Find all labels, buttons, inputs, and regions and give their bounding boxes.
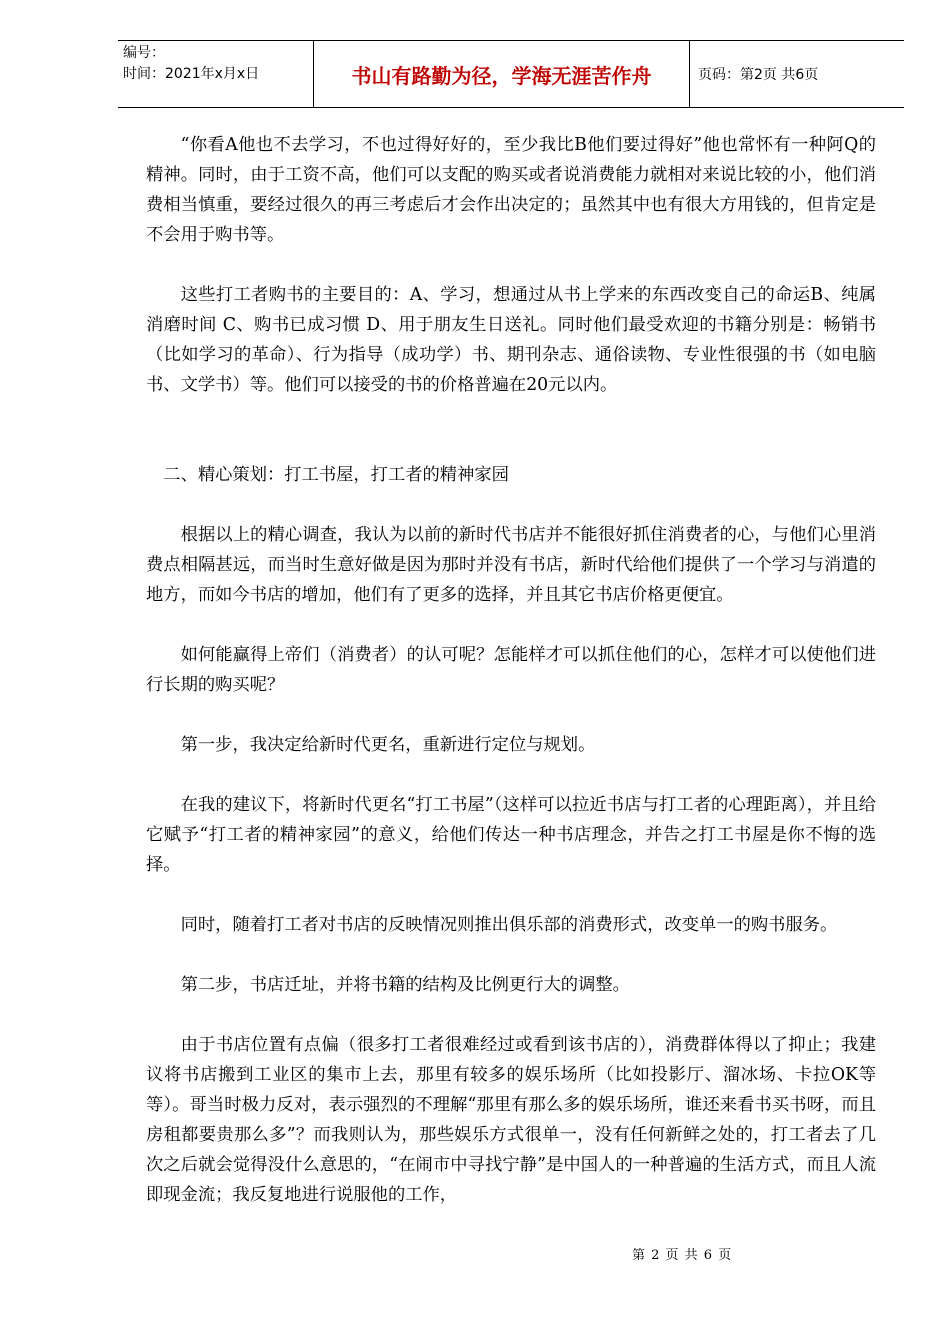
date-label: 时间：2021年x月x日 [123, 66, 260, 82]
serial-number-label: 编号： [123, 45, 165, 61]
paragraph-3: 根据以上的精心调查，我认为以前的新时代书店并不能很好抓住消费者的心，与他们心里消费点相隔甚远，而当时生意好做是因为那时并没有书店，新时代给他们提供了一个学习与消遣的地方，而如今书店的增加，他们有了更多的选择，并且其它书店价格更便宜。 [146, 525, 876, 605]
paragraph-5: 第一步，我决定给新时代更名，重新进行定位与规划。 [180, 735, 596, 755]
document-body [146, 130, 876, 1240]
section-heading: 二、精心策划：打工书屋，打工者的精神家园 [163, 465, 509, 485]
paragraph-9: 由于书店位置有点偏（很多打工者很难经过或看到该书店的），消费群体得以了抑止；我建议将书店搬到工业区的集市上去，那里有较多的娱乐场所（比如投影厅、溜冰场、卡拉OK等等）。哥当时极力反对，表示强烈的不理解“那里有那么多的娱乐场所，谁还来看书买书呀，而且房租都要贵那么多”？而我则认为，那些娱乐方式很单一，没有任何新鲜之处的，打工者去了几次之后就会觉得没什么意思的，“在闹市中寻找宁静”是中国人的一种普遍的生活方式，而且人流即现金流；我反复地进行说服他的工作， [146, 1035, 876, 1205]
paragraph-6: 在我的建议下，将新时代更名“打工书屋”（这样可以拉近书店与打工者的心理距离），并且给它赋予“打工者的精神家园”的意义，给他们传达一种书店理念，并告之打工书屋是你不悔的选择。 [146, 795, 876, 875]
paragraph-2: 这些打工者购书的主要目的：A、学习，想通过从书上学来的东西改变自己的命运B、纯属消磨时间 C、购书已成习惯 D、用于朋友生日送礼。同时他们最受欢迎的书籍分别是：畅销书（比如学习的革命）、行为指导（成功学）书、期刊杂志、通俗读物、专业性很强的书（如电脑书、文学书）等。他们可以接受的书的价格普遍在20元以内。 [146, 285, 876, 395]
paragraph-1: “你看A他也不去学习，不也过得好好的，至少我比B他们要过得好”他也常怀有一种阿Q的精神。同时，由于工资不高，他们可以支配的购买或者说消费能力就相对来说比较的小，他们消费相当慎重，要经过很久的再三考虑后才会作出决定的；虽然其中也有很大方用钱的，但肯定是不会用于购书等。 [146, 135, 876, 245]
page-header [118, 40, 904, 108]
header-motto: 书山有路勤为径，学海无涯苦作舟 [314, 41, 690, 107]
paragraph-8: 第二步，书店迁址，并将书籍的结构及比例更行大的调整。 [180, 975, 630, 995]
paragraph-4: 如何能赢得上帝们（消费者）的认可呢？怎能样才可以抓住他们的心，怎样才可以使他们进行长期的购买呢？ [146, 645, 876, 695]
page-footer: 第 2 页 共 6 页 [632, 1248, 733, 1263]
header-meta [118, 41, 314, 107]
paragraph-7: 同时，随着打工者对书店的反映情况则推出俱乐部的消费形式，改变单一的购书服务。 [180, 915, 838, 935]
section-spacer [146, 430, 876, 460]
header-page-number: 页码：第2页 共6页 [698, 67, 819, 83]
